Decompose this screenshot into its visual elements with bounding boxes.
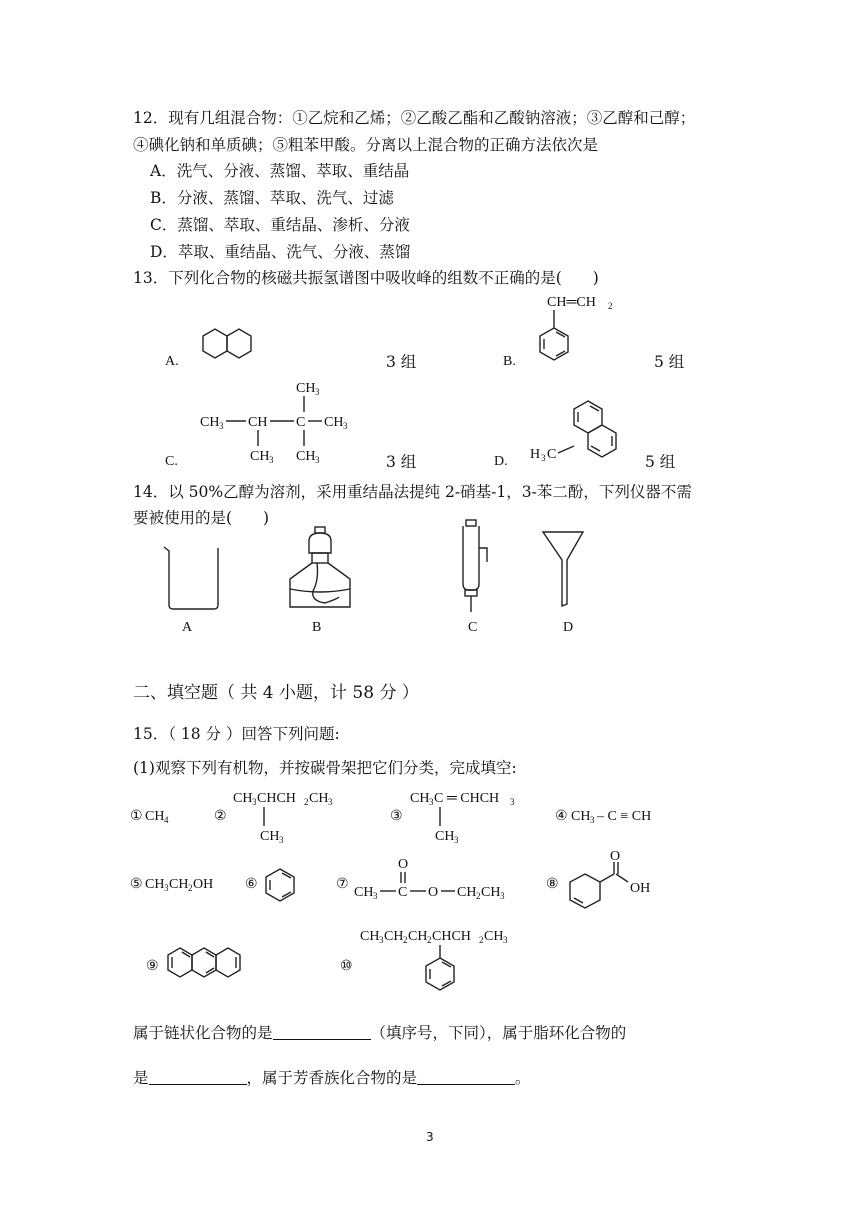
page-number: 3: [426, 1130, 434, 1144]
alcohol-lamp-icon: [285, 525, 355, 615]
q15-stem: 15．（ 18 分 ）回答下列问题:: [133, 725, 340, 743]
svg-text:3: 3: [269, 455, 274, 465]
svg-text:3: 3: [590, 815, 595, 825]
svg-text:3: 3: [315, 455, 320, 465]
svg-text:CH═CH: CH═CH: [547, 295, 596, 310]
svg-text:O: O: [610, 849, 621, 864]
q13-label-c: C.: [165, 454, 178, 469]
q14-stem-line1: 14．以 50%乙醇为溶剂，采用重结晶法提纯 2-硝基-1，3-苯二酚，下列仪器不需: [133, 483, 692, 501]
svg-text:O: O: [428, 885, 439, 900]
num-8: ⑧: [546, 877, 559, 892]
svg-text:3: 3: [328, 797, 333, 807]
num-6: ⑥: [245, 877, 258, 892]
svg-text:3: 3: [503, 935, 508, 945]
fill-chain-prompt: 属于链状化合物的是: [133, 1024, 273, 1042]
fill-alicyclic-prompt: （填序号，下同），属于脂环化合物的: [370, 1024, 627, 1042]
svg-text:O: O: [398, 857, 409, 872]
fill-period: 。: [515, 1069, 531, 1087]
svg-text:2: 2: [427, 935, 432, 945]
svg-text:3: 3: [279, 835, 284, 845]
q12-option-b: B．分液、蒸馏、萃取、洗气、过滤: [150, 189, 394, 207]
svg-text:CH: CH: [354, 885, 374, 900]
svg-text:3: 3: [510, 797, 515, 807]
svg-text:CH: CH: [457, 885, 477, 900]
compounds-row-1: [130, 788, 730, 848]
svg-text:CH: CH: [309, 791, 329, 806]
svg-text:4: 4: [164, 815, 169, 825]
apparatus-label-c: C: [468, 620, 478, 635]
svg-text:2: 2: [188, 883, 193, 893]
fill-is-text: 是: [133, 1069, 149, 1087]
svg-text:C ═ CHCH: C ═ CHCH: [434, 791, 500, 806]
q12-option-a: A．洗气、分液、蒸馏、萃取、重结晶: [150, 162, 410, 180]
svg-text:C: C: [547, 447, 557, 462]
svg-text:CH: CH: [408, 929, 428, 944]
svg-text:3: 3: [315, 387, 320, 397]
q14-stem-line2: 要被使用的是( ): [133, 509, 270, 527]
num-5: ⑤: [130, 877, 143, 892]
decalin-structure: [195, 325, 275, 370]
svg-text:3: 3: [429, 797, 434, 807]
compounds-row-2: [130, 849, 690, 922]
q13-group-a: 3 组: [386, 353, 417, 371]
svg-text:H: H: [530, 447, 541, 462]
svg-text:CH: CH: [169, 877, 189, 892]
answer-blank-aromatic[interactable]: [417, 1070, 515, 1085]
q12-stem-line2: ④碘化钠和单质碘；⑤粗苯甲酸。分离以上混合物的正确方法依次是: [133, 136, 599, 154]
svg-text:3: 3: [343, 421, 348, 431]
num-4: ④: [555, 809, 568, 824]
svg-text:3: 3: [379, 935, 384, 945]
svg-text:CH: CH: [571, 809, 591, 824]
svg-text:CH: CH: [296, 381, 316, 396]
q12-stem-line1: 12．现有几组混合物：①乙烷和乙烯；②乙酸乙酯和乙酸钠溶液；③乙醇和己醇；: [133, 109, 696, 127]
section-heading: 二、填空题（ 共 4 小题，计 58 分 ）: [133, 683, 419, 703]
svg-text:CH: CH: [200, 415, 220, 430]
methylnaphthalene-structure: [530, 398, 630, 468]
num-1: ①: [130, 809, 143, 824]
answer-blank-chain[interactable]: [273, 1025, 371, 1040]
svg-text:CH: CH: [145, 809, 165, 824]
beaker-icon: [162, 545, 232, 613]
q13-group-c: 3 组: [386, 453, 417, 471]
answer-blank-alicyclic[interactable]: [149, 1070, 247, 1085]
svg-text:C: C: [398, 885, 408, 900]
svg-text:3: 3: [252, 797, 257, 807]
styrene-structure: [525, 290, 635, 370]
svg-text:3: 3: [164, 883, 169, 893]
svg-text:C: C: [296, 415, 306, 430]
q13-label-a: A.: [165, 354, 179, 369]
svg-text:CH: CH: [145, 877, 165, 892]
svg-text:CH: CH: [481, 885, 501, 900]
svg-text:CHCH: CHCH: [432, 929, 471, 944]
fill-line-1: [133, 1023, 626, 1043]
svg-text:CH: CH: [484, 929, 504, 944]
svg-text:OH: OH: [630, 881, 651, 896]
num-2: ②: [214, 809, 227, 824]
num-10: ⑩: [340, 959, 353, 974]
svg-text:CH: CH: [435, 829, 455, 844]
svg-text:2: 2: [479, 935, 484, 945]
svg-text:CH: CH: [248, 415, 268, 430]
svg-text:CH: CH: [250, 449, 270, 464]
q15-part1: (1)观察下列有机物，并按碳骨架把它们分类，完成填空:: [133, 759, 517, 777]
svg-text:CHCH: CHCH: [257, 791, 296, 806]
svg-text:3: 3: [500, 891, 505, 901]
svg-text:CH: CH: [296, 449, 316, 464]
q13-group-b: 5 组: [654, 353, 685, 371]
svg-text:2: 2: [608, 301, 613, 311]
svg-text:2: 2: [403, 935, 408, 945]
num-3: ③: [390, 809, 403, 824]
svg-text:2: 2: [476, 891, 481, 901]
svg-text:CH: CH: [233, 791, 253, 806]
apparatus-label-d: D: [563, 620, 574, 635]
fill-line-2: [133, 1068, 531, 1088]
svg-text:CH: CH: [260, 829, 280, 844]
q13-label-d: D.: [494, 454, 508, 469]
fill-aromatic-prompt: ，属于芳香族化合物的是: [246, 1069, 418, 1087]
apparatus-label-a: A: [182, 620, 193, 635]
num-9: ⑨: [146, 959, 159, 974]
svg-text:3: 3: [454, 835, 459, 845]
svg-text:CH: CH: [360, 929, 380, 944]
q13-group-d: 5 组: [645, 453, 676, 471]
separatory-funnel-icon: [455, 518, 495, 614]
svg-text:3: 3: [541, 453, 546, 463]
dimethylbutane-structure: [200, 376, 370, 466]
svg-text:3: 3: [219, 421, 224, 431]
svg-text:– C ≡ CH: – C ≡ CH: [597, 809, 652, 824]
svg-text:OH: OH: [193, 877, 214, 892]
num-7: ⑦: [336, 877, 349, 892]
svg-text:3: 3: [373, 891, 378, 901]
svg-text:CH: CH: [384, 929, 404, 944]
svg-text:CH: CH: [324, 415, 344, 430]
svg-text:2: 2: [304, 797, 309, 807]
svg-text:CH: CH: [410, 791, 430, 806]
funnel-icon: [540, 530, 590, 608]
apparatus-label-b: B: [312, 620, 322, 635]
compounds-row-3: [140, 920, 540, 1010]
q12-option-c: C．蒸馏、萃取、重结晶、渗析、分液: [150, 216, 410, 234]
q13-stem: 13．下列化合物的核磁共振氢谱图中吸收峰的组数不正确的是( ): [133, 269, 599, 287]
q12-option-d: D．萃取、重结晶、洗气、分液、蒸馏: [150, 243, 411, 261]
q13-label-b: B.: [503, 354, 516, 369]
